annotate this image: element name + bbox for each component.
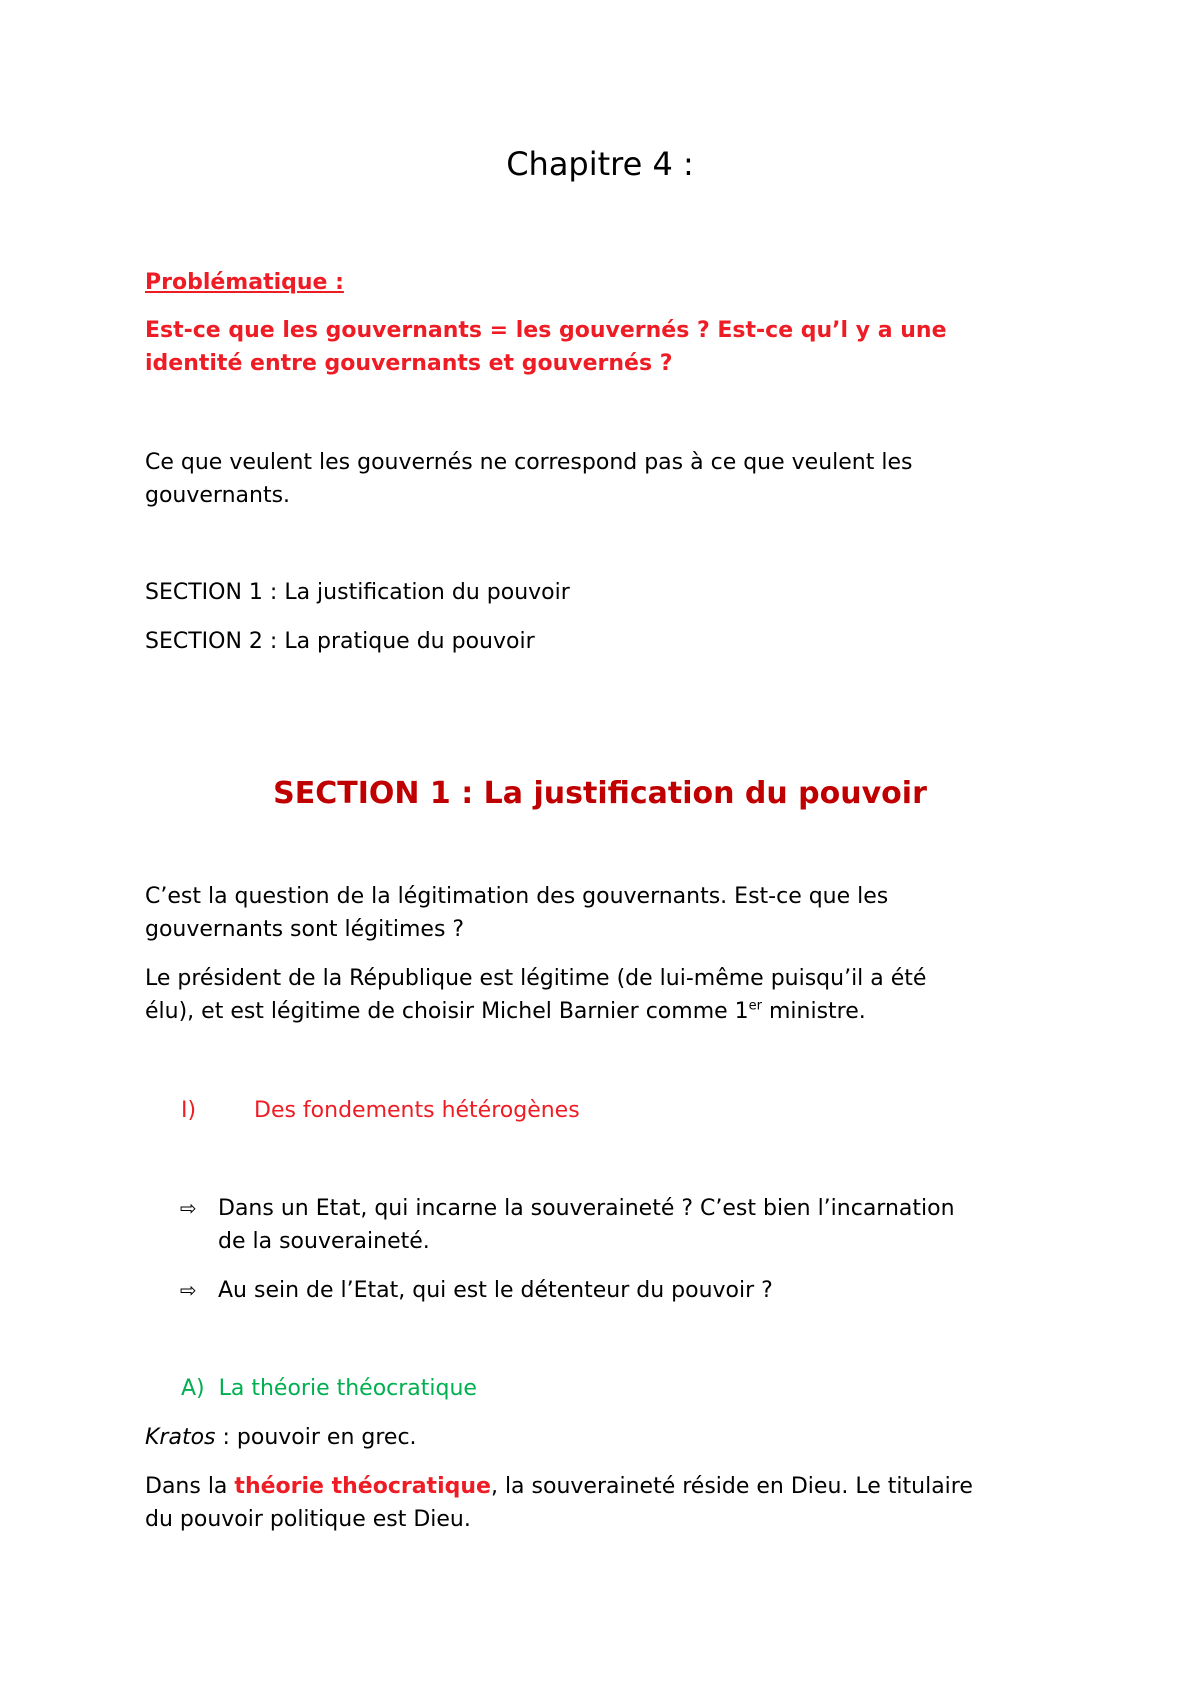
- part-number: I): [181, 1098, 197, 1123]
- defined-term: Kratos: [145, 1425, 216, 1450]
- section-paragraph-line: Le président de la République est légitime (de lui-même puisqu’il a été: [145, 966, 927, 991]
- definition-text: : pouvoir en grec.: [215, 1425, 417, 1450]
- bullet-line: de la souveraineté.: [218, 1229, 430, 1254]
- plan-item: SECTION 2 : La pratique du pouvoir: [145, 629, 535, 654]
- section-heading: SECTION 1 : La justification du pouvoir: [273, 776, 927, 811]
- section-paragraph-line: C’est la question de la légitimation des gouvernants. Est-ce que les: [145, 884, 889, 909]
- highlighted-term: théorie théocratique: [234, 1474, 491, 1499]
- superscript: er: [748, 998, 762, 1014]
- part-title: Des fondements hétérogènes: [254, 1098, 580, 1123]
- bullet-line: Au sein de l’Etat, qui est le détenteur du pouvoir ?: [218, 1278, 773, 1303]
- paragraph-text: ministre.: [762, 999, 866, 1024]
- problematique-line: identité entre gouvernants et gouvernés ?: [145, 351, 673, 376]
- hollow-right-arrow-icon: ⇨: [180, 1278, 197, 1302]
- bullet-line: Dans un Etat, qui incarne la souveraineté ? C’est bien l’incarnation: [218, 1196, 955, 1221]
- subpart-paragraph-line: du pouvoir politique est Dieu.: [145, 1507, 471, 1532]
- chapter-title: Chapitre 4 :: [506, 145, 694, 183]
- plan-item: SECTION 1 : La justification du pouvoir: [145, 580, 570, 605]
- paragraph-text: , la souveraineté réside en Dieu. Le titulaire: [490, 1474, 973, 1499]
- definition-line: [145, 1421, 417, 1454]
- subpart-title: A) La théorie théocratique: [181, 1376, 477, 1401]
- subpart-paragraph-line: [145, 1470, 973, 1503]
- intro-line: gouvernants.: [145, 483, 291, 508]
- section-paragraph-line: gouvernants sont légitimes ?: [145, 917, 465, 942]
- intro-line: Ce que veulent les gouvernés ne correspond pas à ce que veulent les: [145, 450, 913, 475]
- paragraph-text: élu), et est légitime de choisir Michel Barnier comme 1: [145, 999, 749, 1024]
- section-paragraph-line: [145, 995, 866, 1028]
- problematique-line: Est-ce que les gouvernants = les gouvernés ? Est-ce qu’l y a une: [145, 318, 947, 343]
- paragraph-text: Dans la: [145, 1474, 235, 1499]
- problematique-label: Problématique :: [145, 270, 344, 295]
- hollow-right-arrow-icon: ⇨: [180, 1196, 197, 1220]
